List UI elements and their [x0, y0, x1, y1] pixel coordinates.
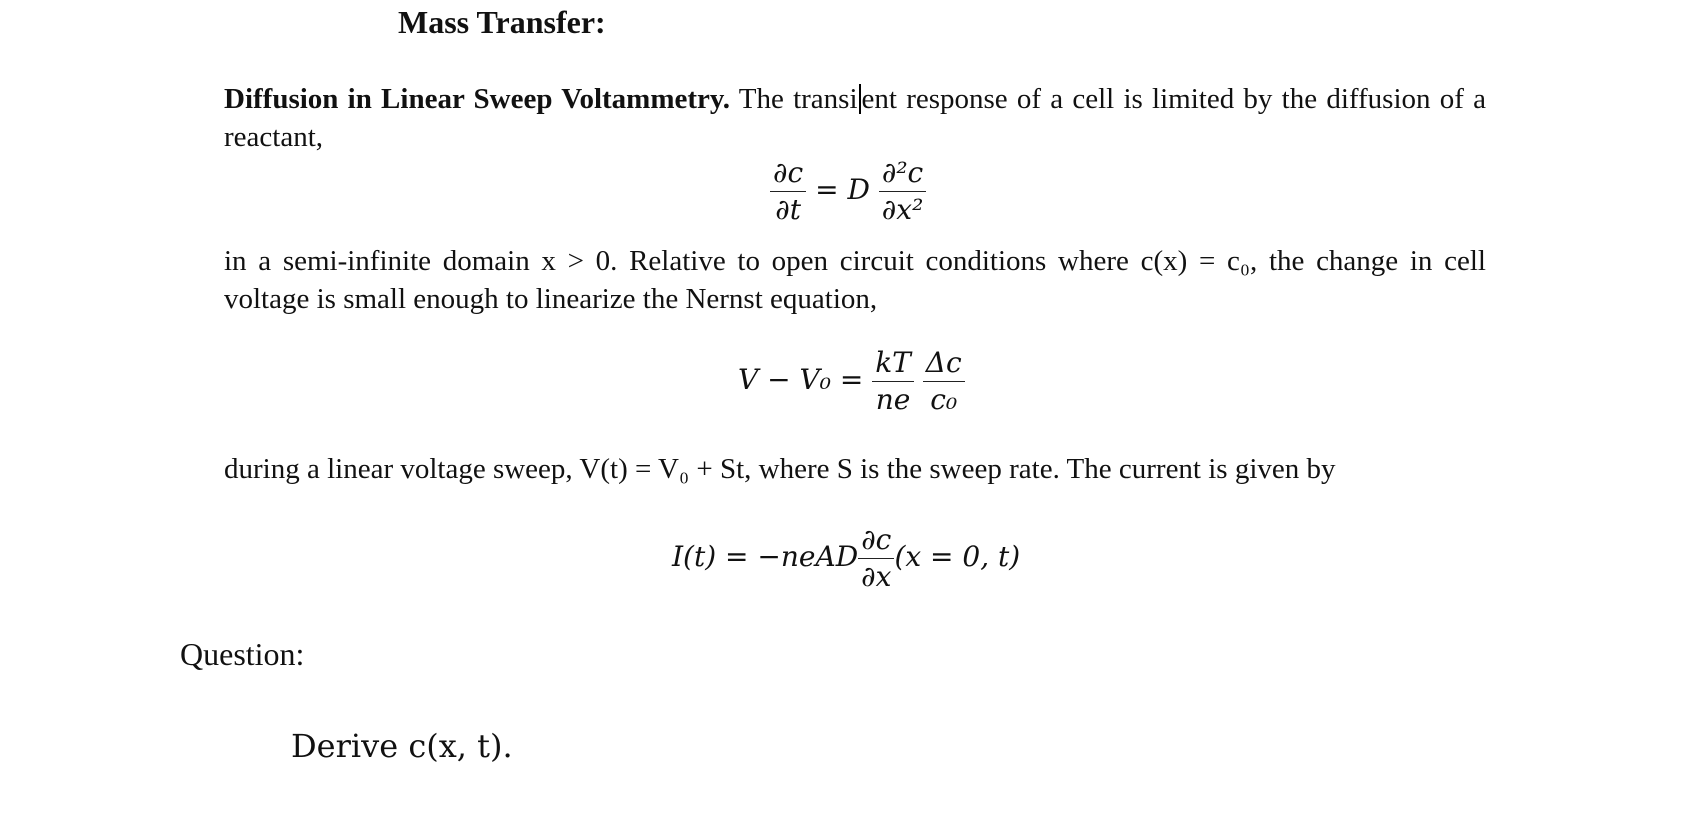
- eq1-rhs-fraction: [879, 155, 927, 228]
- eq1-lhs-num: ∂c: [770, 155, 806, 192]
- eq2-f1-den: ne: [875, 383, 911, 416]
- eq2-lhs: V − V₀ =: [738, 363, 864, 396]
- eq1-lhs-den: ∂t: [775, 193, 801, 226]
- problem-paragraph-3: during a linear voltage sweep, V(t) = V₀ + St, where S is the sweep rate. The current is given by: [224, 453, 1336, 485]
- problem-intro: [224, 80, 1486, 156]
- eq2-fraction-1: [872, 345, 914, 418]
- eq1-mid: = D: [815, 173, 870, 206]
- eq2-fraction-2: [923, 345, 965, 418]
- current-equation: [672, 522, 1020, 595]
- eq1-lhs-fraction: [770, 155, 806, 228]
- question-task: Derive c(x, t).: [291, 727, 513, 765]
- intro-text-start: The transi: [738, 83, 858, 115]
- problem-heading: Diffusion in Linear Sweep Voltammetry.: [224, 83, 731, 115]
- eq3-fraction: [858, 522, 894, 595]
- problem-paragraph-2: in a semi-infinite domain x > 0. Relative to open circuit conditions where c(x) = c₀, the change in cell voltage is small enough to linearize the Nernst equation,: [224, 245, 1486, 315]
- eq1-rhs-den: ∂x²: [881, 193, 924, 226]
- section-title: Mass Transfer:: [398, 4, 606, 40]
- nernst-equation: [738, 345, 965, 418]
- text-cursor: [859, 84, 861, 114]
- diffusion-equation: [770, 155, 926, 228]
- eq2-f1-num: kT: [872, 345, 914, 382]
- intro-text-end: ent response of a cell is limited by the diffusion of a reactant,: [224, 83, 1487, 153]
- eq3-num: ∂c: [858, 522, 894, 559]
- eq3-tail: (x = 0, t): [894, 540, 1021, 573]
- eq2-f2-den: c₀: [930, 383, 958, 416]
- eq3-lhs: I(t) = −neAD: [672, 540, 859, 573]
- eq1-rhs-num: ∂²c: [879, 155, 927, 192]
- eq3-den: ∂x: [861, 560, 892, 593]
- eq2-f2-num: Δc: [923, 345, 965, 382]
- question-label: Question:: [180, 636, 305, 672]
